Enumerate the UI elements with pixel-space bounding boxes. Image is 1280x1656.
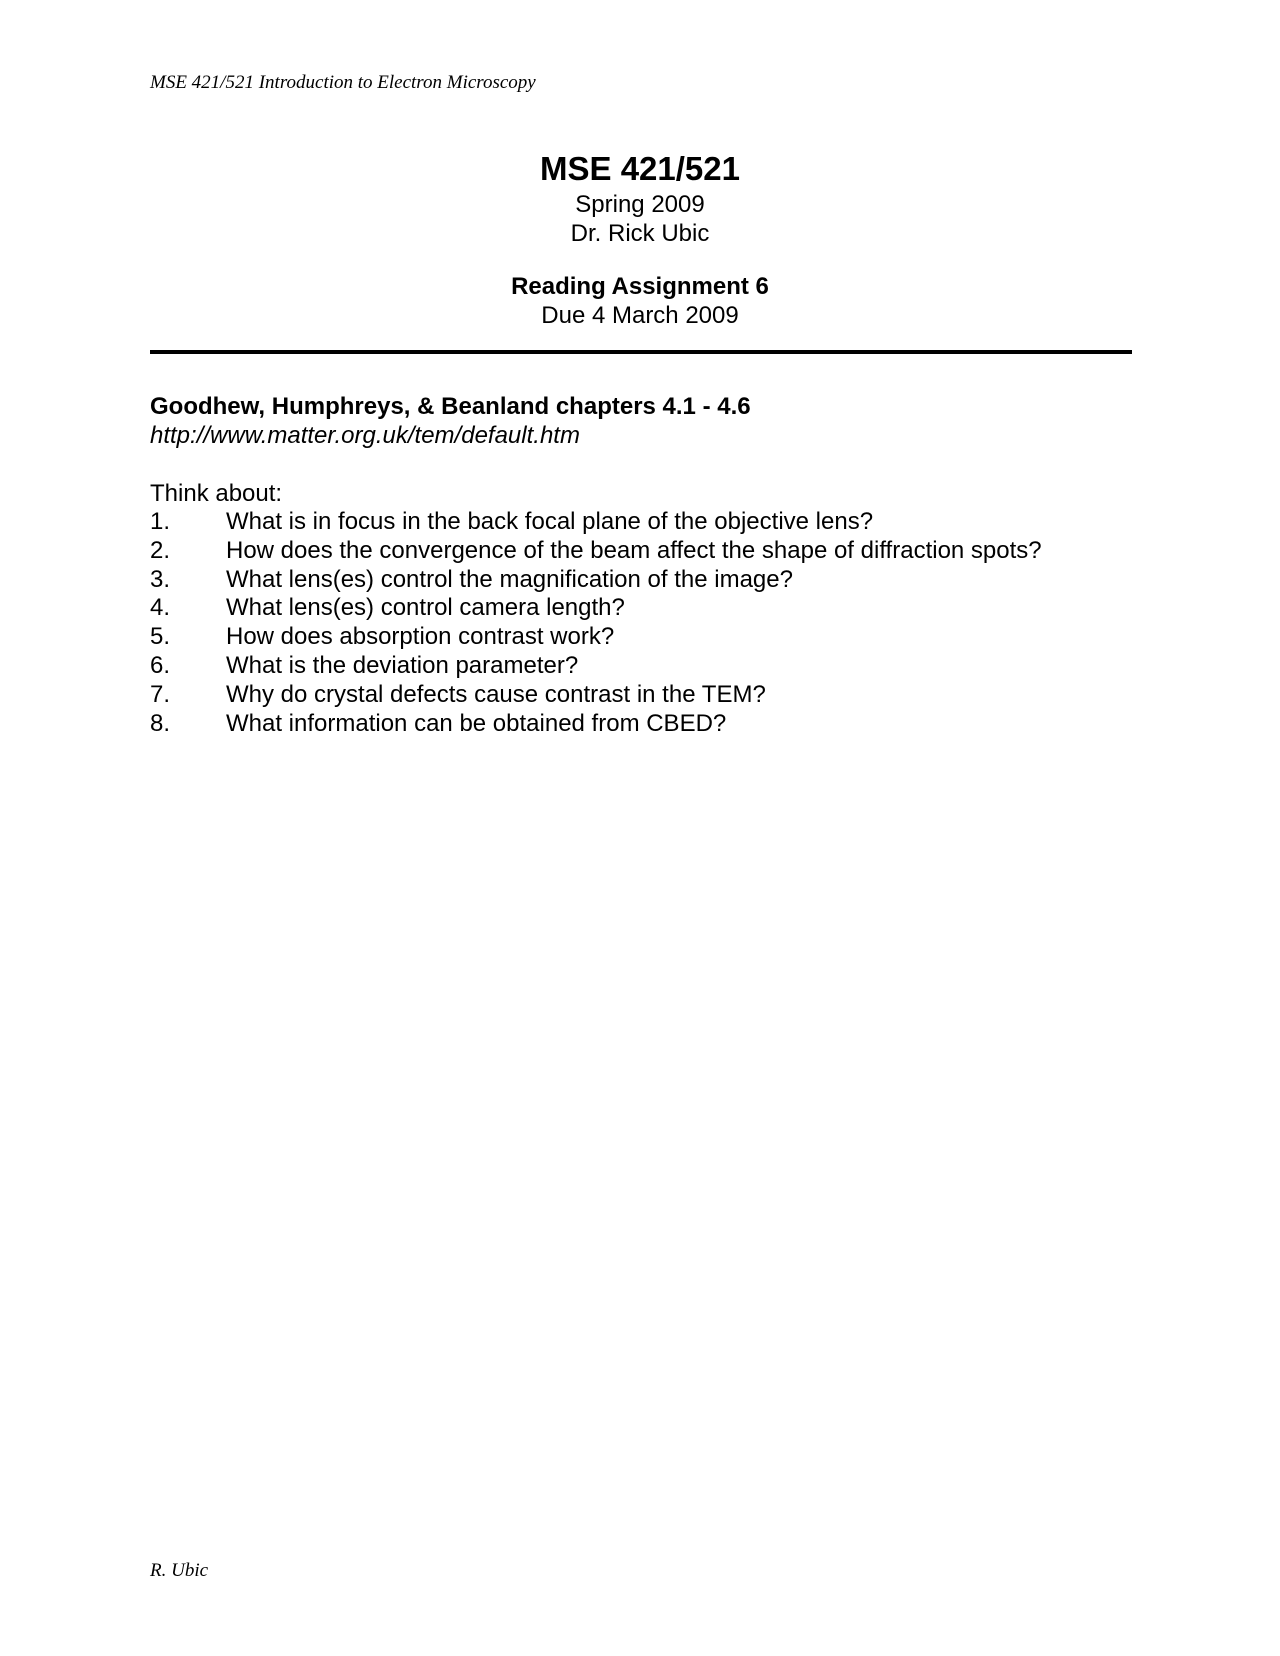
list-item (150, 537, 1150, 566)
think-about-label: Think about: (150, 480, 283, 507)
list-item (150, 566, 1150, 595)
list-item (150, 508, 1150, 537)
question-text: How does the convergence of the beam affect the shape of diffraction spots? (226, 536, 1042, 564)
question-text: How does absorption contrast work? (226, 623, 615, 651)
list-item (150, 594, 1150, 623)
term: Spring 2009 (575, 191, 705, 218)
question-number: 8. (150, 709, 171, 737)
course-title: MSE 421/521 (540, 150, 740, 187)
running-footer: R. Ubic (150, 1560, 209, 1581)
question-list (150, 508, 1150, 738)
question-text: What lens(es) control camera length? (226, 594, 625, 622)
instructor: Dr. Rick Ubic (570, 220, 710, 247)
list-item (150, 681, 1150, 710)
question-text: What lens(es) control the magnification of the image? (226, 565, 793, 593)
question-number: 1. (150, 508, 171, 535)
list-item (150, 623, 1150, 652)
question-number: 2. (150, 536, 171, 564)
list-item (150, 652, 1150, 681)
reading-reference: Goodhew, Humphreys, & Beanland chapters 4.1 - 4.6 (150, 393, 751, 420)
question-number: 6. (150, 651, 171, 679)
reading-url: http://www.matter.org.uk/tem/default.htm (150, 422, 580, 449)
assignment-content (150, 392, 1150, 738)
question-text: What is in focus in the back focal plane of the objective lens? (226, 508, 874, 535)
question-number: 3. (150, 565, 171, 593)
question-text: What is the deviation parameter? (226, 651, 579, 679)
running-header: MSE 421/521 Introduction to Electron Microscopy (150, 72, 536, 93)
question-number: 4. (150, 594, 171, 622)
question-number: 5. (150, 623, 171, 651)
assignment-title: Reading Assignment 6 (511, 273, 769, 300)
list-item (150, 710, 1150, 739)
question-number: 7. (150, 680, 171, 708)
title-block (0, 148, 1280, 330)
horizontal-rule (150, 350, 1132, 354)
question-text: Why do crystal defects cause contrast in the TEM? (226, 680, 766, 708)
due-date: Due 4 March 2009 (541, 302, 739, 329)
question-text: What information can be obtained from CBED? (226, 709, 727, 737)
